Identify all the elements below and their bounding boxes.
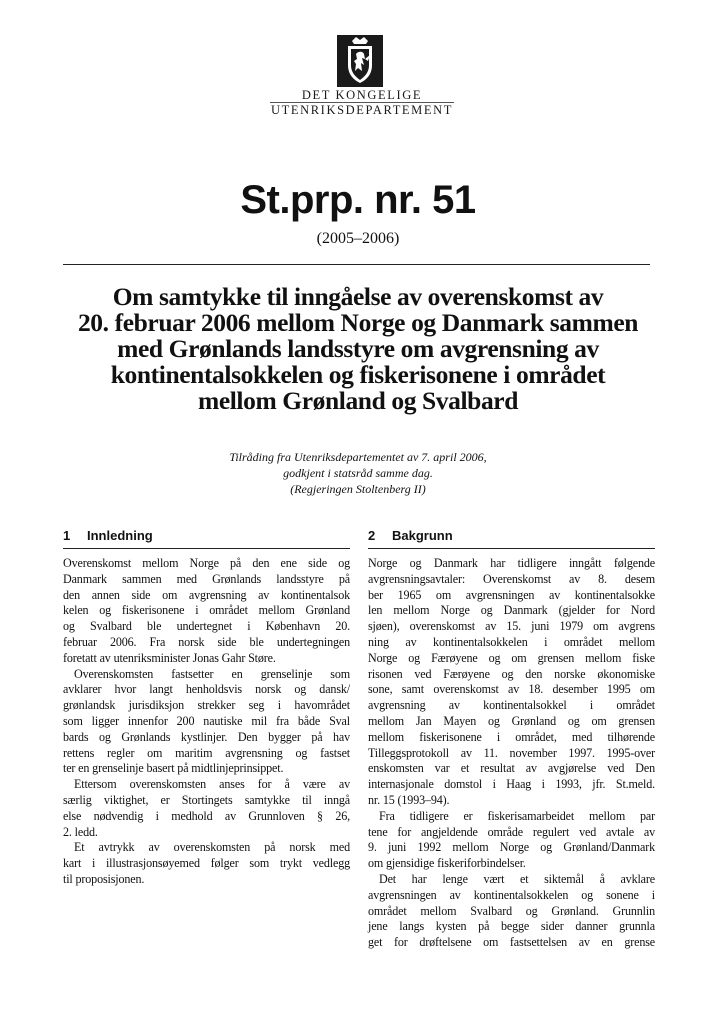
body-line: februar 2006. Fra norsk side ble undertegningen — [63, 634, 350, 649]
body-line: Overenskomsten fastsetter en grenselinje som — [74, 666, 350, 681]
coat-of-arms-icon — [337, 35, 383, 87]
body-line: den annen side om avgrensning av kontinentalsok — [63, 587, 350, 602]
body-line: Ettersom overenskomsten anses for å være av — [74, 777, 350, 792]
body-line: jene langs kysten på begge sider danner grunnla — [368, 919, 655, 934]
body-line: tene for angjeldende område regulert ved avtale av — [368, 824, 655, 839]
recommendation-line: (Regjeringen Stoltenberg II) — [290, 482, 426, 496]
section-body — [368, 556, 655, 951]
subject-line: Om samtykke til inngåelse av overenskomst av — [112, 282, 604, 311]
body-line: else nødvendig i medhold av Grunnloven § 26, — [63, 808, 350, 823]
subject-line: kontinentalsokkelen og fiskerisonene i området — [110, 360, 606, 389]
body-line: mellom fiskerisonene i området, med tilhørende — [368, 729, 655, 744]
body-line: Norge og Danmark har tidligere inngått følgende — [368, 556, 655, 570]
body-line: kart i illustrasjonsøyemed følger som trykt vedlegg — [63, 856, 350, 871]
body-line: bards og Grønlands kystlinjer. Den bygger på hav — [63, 729, 350, 744]
body-line: enskomsten var et resultat av avgjørelse ved Den — [368, 761, 655, 776]
body-line: Tilleggsprotokoll av 11. november 1997. 1995-over — [368, 745, 655, 760]
body-line: som ligger innenfor 200 nautiske mil fra både Sval — [63, 713, 350, 728]
body-line: Fra tidligere er fiskerisamarbeidet mellom par — [379, 808, 655, 823]
session-years: (2005–2006) — [316, 230, 400, 247]
recommendation-line: godkjent i statsråd samme dag. — [283, 466, 433, 480]
body-line: ber 1965 om avgrensningen av kontinentalsokke — [368, 587, 655, 602]
body-line: om gjensidige fiskeriforbindelser. — [368, 856, 526, 871]
body-line: til proposisjonen. — [63, 871, 145, 886]
body-line: mellom Jan Mayen og Grønland og om grensen — [368, 713, 655, 728]
body-line: Danmark sammen med Grønlands landsstyre på — [63, 571, 350, 586]
body-line: ning av kontinentalsokkelen i området mellom — [368, 634, 655, 649]
body-line: risonen ved Færøyene og den norske økonomiske — [368, 666, 655, 681]
body-line: avklarer hvor langt henholdsvis norsk og dansk/ — [63, 682, 350, 697]
body-line: avgrensningsavtaler: Overenskomst av 8. desem — [368, 571, 655, 586]
body-line: sone, samt overenskomst av 18. desember 1995 om — [368, 682, 655, 697]
org-name-line2: UTENRIKSDEPARTEMENT — [271, 103, 453, 117]
org-name-line1: DET KONGELIGE — [301, 88, 423, 102]
body-line: Overenskomst mellom Norge på den ene side og — [63, 556, 350, 570]
body-line: sjøen), overenskomst av 15. juni 1979 om avgrens — [368, 619, 655, 634]
recommendation-note — [0, 449, 716, 497]
body-line: Et avtrykk av overenskomsten på norsk med — [74, 840, 350, 855]
subject-line: 20. februar 2006 mellom Norge og Danmark sammen — [77, 308, 639, 337]
body-line: rettens regler om maritim avgrensning og fastset — [63, 745, 350, 760]
body-line: kelen og fiskerisonene i området mellom Grønland — [63, 603, 350, 618]
document-subject — [58, 284, 658, 414]
subject-line: mellom Grønland og Svalbard — [197, 386, 519, 415]
section-heading — [368, 528, 655, 549]
section-number: 2 — [368, 528, 376, 543]
section-body — [63, 556, 350, 888]
body-line: len mellom Norge og Danmark (gjelder for Nord — [368, 603, 655, 618]
body-line: nr. 15 (1993–94). — [368, 792, 450, 807]
section-title: Innledning — [87, 528, 153, 543]
body-line: 2. ledd. — [63, 824, 98, 839]
recommendation-line: Tilråding fra Utenriksdepartementet av 7. april 2006, — [229, 450, 487, 464]
body-line: ter en grenselinje basert på midtlinjeprinsippet. — [63, 761, 284, 776]
body-line: avgrensning av kontinentalsokkel i området — [368, 698, 655, 713]
body-line: avgrensningen av kontinentalsokkelen og sonene i — [368, 887, 655, 902]
body-line: grønlandsk jurisdiksjon strekker seg i havområdet — [63, 698, 350, 713]
section-bakgrunn — [368, 528, 655, 951]
body-line: Norge og Færøyene og om grensen mellom fiske — [368, 650, 655, 665]
section-title: Bakgrunn — [392, 528, 453, 543]
body-line: særlig viktighet, er Stortingets samtykke til inngå — [63, 792, 350, 807]
section-number: 1 — [63, 528, 71, 543]
body-line: Det har lenge vært et siktemål å avklare — [379, 871, 655, 886]
subject-line: med Grønlands landsstyre om avgrensning av — [117, 334, 599, 363]
section-innledning — [63, 528, 350, 888]
body-line: foretatt av utenriksminister Jonas Gahr Støre. — [63, 650, 276, 665]
body-line: 9. juni 1992 mellom Norge og Grønland/Danmark — [368, 840, 655, 855]
title-divider — [63, 264, 650, 265]
document-title: St.prp. nr. 51 — [240, 178, 476, 222]
body-line: og Svalbard ble undertegnet i København 20. — [63, 619, 350, 634]
section-heading — [63, 528, 350, 549]
body-line: internasjonale domstol i Haag i 1993, jfr. St.meld. — [368, 777, 655, 792]
body-line: området mellom Svalbard og Grønland. Grunnlin — [368, 903, 655, 918]
body-line: get for drøftelsene om fastsettelsen av en grense — [368, 935, 655, 950]
